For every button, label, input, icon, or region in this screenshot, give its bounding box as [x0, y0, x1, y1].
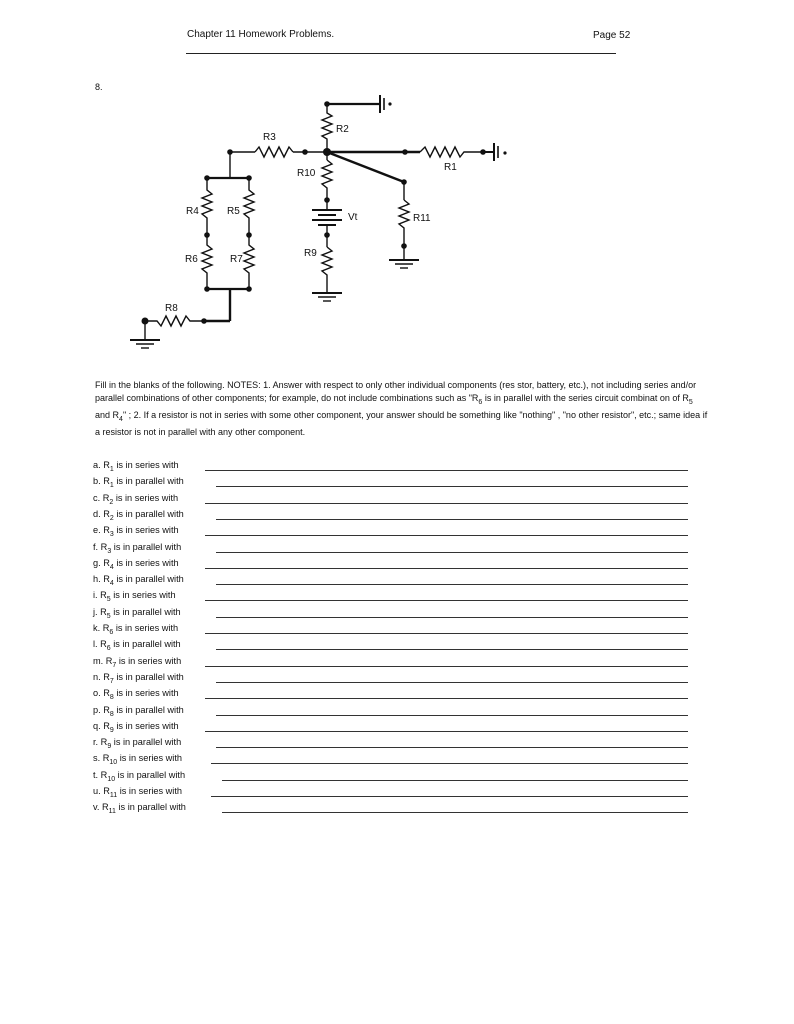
resistor-r6: [202, 235, 212, 289]
fill-in-item: [93, 721, 179, 735]
item-label: e. $R_3$ is in series with: [93, 525, 179, 539]
answer-blank[interactable]: [205, 666, 688, 667]
item-label: h. $R_4$ is in parallel with: [93, 574, 184, 587]
answer-blank[interactable]: [216, 519, 688, 520]
fill-in-item: [93, 656, 181, 670]
answer-blank[interactable]: [216, 649, 688, 650]
answer-blank[interactable]: [211, 763, 688, 764]
label-r2: R2: [336, 124, 349, 135]
fill-in-item: [93, 460, 179, 474]
answer-blank[interactable]: [216, 747, 688, 748]
r8-ground-symbol: [130, 321, 160, 348]
item-label: n. $R_7$ is in parallel with: [93, 671, 184, 685]
answer-blank[interactable]: [216, 682, 688, 683]
fill-in-item: [93, 493, 178, 507]
fill-in-item: [93, 753, 182, 767]
fill-in-item: [93, 737, 181, 751]
label-r11: R11: [413, 213, 431, 224]
answer-blank[interactable]: [205, 633, 688, 634]
resistor-r11: [399, 200, 409, 246]
item-label: i. $R_5$ is in series with: [93, 590, 176, 604]
item-label: f. $R_3$ is in parallel with: [93, 541, 182, 555]
fill-in-item: [93, 770, 185, 784]
circuit-diagram: [0, 0, 794, 370]
answer-blank[interactable]: [205, 698, 688, 699]
answer-blank[interactable]: [216, 617, 688, 618]
answer-blank[interactable]: [222, 812, 688, 813]
resistor-r8: [145, 316, 204, 326]
resistor-r9: [322, 247, 332, 293]
resistor-r5: [244, 178, 254, 235]
answer-blank[interactable]: [205, 470, 688, 471]
item-label: o. $R_8$ is in series with: [93, 688, 179, 702]
resistor-r10: [322, 160, 332, 200]
fill-in-item: [93, 639, 181, 653]
label-r3: R3: [263, 132, 276, 143]
fill-in-item: [93, 542, 181, 556]
fill-in-item: [93, 607, 181, 621]
item-label: j. $R_5$ is in parallel with: [93, 606, 181, 620]
answer-blank[interactable]: [216, 552, 688, 553]
item-label: d. $R_2$ is in parallel with: [93, 508, 184, 522]
item-label: t. $R_{10}$ is in parallel with: [93, 769, 186, 783]
fill-in-item: [93, 476, 184, 490]
label-r8: R8: [165, 303, 178, 314]
label-r4: R4: [186, 206, 199, 217]
label-r9: R9: [304, 248, 317, 259]
resistor-r1: [420, 147, 482, 157]
item-label: a. $R_1$ is in series with: [93, 460, 179, 473]
answer-blank[interactable]: [216, 715, 688, 716]
item-label: k. $R_6$ is in series with: [93, 623, 179, 636]
fill-in-item: [93, 509, 184, 523]
answer-blank[interactable]: [205, 568, 688, 569]
battery-vt: [312, 200, 342, 235]
answer-blank[interactable]: [222, 780, 688, 781]
r11-ground-symbol: [389, 246, 419, 268]
fill-in-item: [93, 623, 178, 637]
fill-in-item: [93, 525, 179, 539]
instructions-paragraph: Fill in the blanks of the following. NOTES: 1. Answer with respect to only other individual components (res stor, battery, etc.), not including series and/or parallel combinations of other components; for example, do not include combinations such as "$R_6$ is in parallel with the series circuit combinat on of $R_5$ and $R_4$" ; 2. If a resistor is not in series with some other component, your answer should be something like "nothing" , "no other resistor", etc.; same idea if a resistor is not in parallel with any other component.: [95, 380, 708, 438]
resistor-r3: [255, 147, 293, 157]
resistor-r2: [322, 104, 332, 152]
answer-blank[interactable]: [205, 731, 688, 732]
answer-blank[interactable]: [216, 584, 688, 585]
r9-ground-symbol: [312, 293, 342, 301]
item-label: l. $R_6$ is in parallel with: [93, 639, 181, 653]
fill-in-item: [93, 558, 179, 572]
item-label: q. $R_9$ is in series with: [93, 720, 179, 734]
answer-blank[interactable]: [205, 600, 688, 601]
label-r7: R7: [230, 254, 243, 265]
item-label: g. $R_4$ is in series with: [93, 557, 179, 571]
item-label: r. $R_9$ is in parallel with: [93, 737, 182, 750]
fill-in-item: [93, 786, 182, 800]
header-title: Chapter 11 Homework Problems.: [187, 29, 335, 40]
fill-in-item: [93, 590, 176, 604]
answer-blank[interactable]: [205, 503, 688, 504]
label-r10: R10: [297, 168, 316, 179]
item-label: p. $R_8$ is in parallel with: [93, 704, 184, 718]
label-vt: Vt: [348, 212, 358, 223]
resistor-r4: [202, 178, 212, 235]
label-r1: R1: [444, 162, 457, 173]
item-label: u. $R_{11}$ is in series with: [93, 786, 183, 799]
answer-blank[interactable]: [216, 486, 688, 487]
label-r5: R5: [227, 206, 240, 217]
resistor-r7: [244, 235, 254, 289]
fill-in-item: [93, 688, 179, 702]
problem-number: 8.: [95, 82, 103, 92]
fill-in-item: [93, 705, 184, 719]
header-page-number: Page 52: [593, 30, 631, 41]
answer-blank[interactable]: [211, 796, 688, 797]
fill-in-item: [93, 802, 186, 816]
item-label: m. $R_7$ is in series with: [93, 655, 182, 669]
fill-in-item: [93, 574, 184, 588]
item-label: v. $R_{11}$ is in parallel with: [93, 802, 186, 816]
item-label: b. $R_1$ is in parallel with: [93, 476, 184, 490]
answer-blank[interactable]: [205, 535, 688, 536]
label-r6: R6: [185, 254, 198, 265]
item-label: s. $R_{10}$ is in series with: [93, 753, 183, 767]
top-ground-symbol: [327, 95, 391, 113]
item-label: c. $R_2$ is in series with: [93, 492, 179, 506]
fill-in-item: [93, 672, 184, 686]
